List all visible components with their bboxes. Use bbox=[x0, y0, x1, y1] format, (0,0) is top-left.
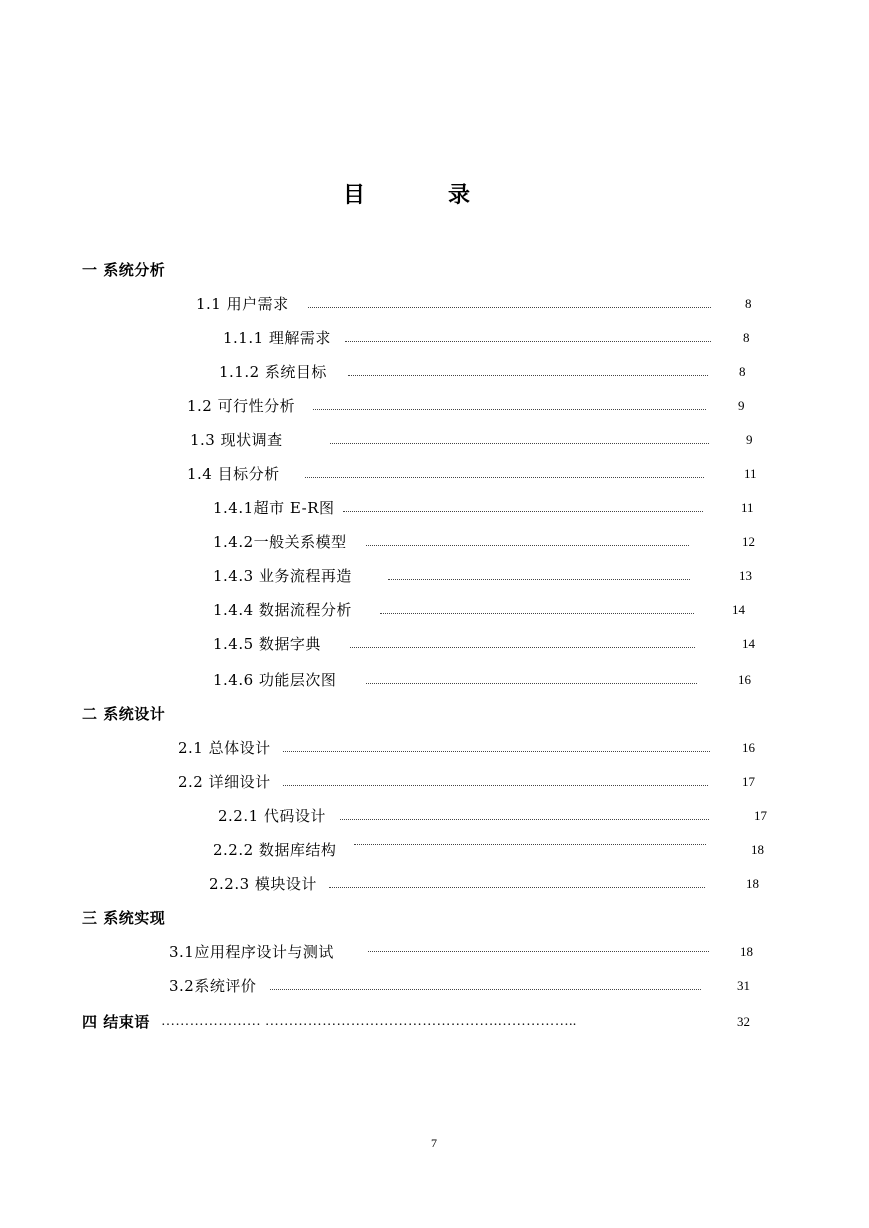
toc-entry[interactable] bbox=[0, 771, 869, 793]
toc-label: 1.1 用户需求 bbox=[196, 295, 289, 313]
toc-title bbox=[0, 180, 869, 212]
toc-leader bbox=[380, 613, 694, 614]
toc-leader bbox=[366, 683, 697, 684]
toc-page-number: 9 bbox=[746, 432, 753, 447]
toc-page-number: 16 bbox=[742, 740, 755, 755]
toc-page-number: 31 bbox=[737, 978, 750, 993]
toc-leader bbox=[366, 545, 689, 546]
toc-page-number: 18 bbox=[746, 876, 759, 891]
toc-label: 1.2 可行性分析 bbox=[187, 397, 296, 415]
toc-page-number: 32 bbox=[737, 1014, 750, 1029]
toc-page-number: 17 bbox=[754, 808, 767, 823]
title-char-2: 录 bbox=[448, 183, 471, 208]
page-number-footer: 7 bbox=[431, 1136, 437, 1150]
toc-page-number: 9 bbox=[738, 398, 745, 413]
toc-label: 2.2 详细设计 bbox=[178, 773, 271, 791]
toc-chapter-4[interactable] bbox=[0, 1011, 869, 1033]
toc-chapter-2 bbox=[0, 703, 869, 725]
toc-entry[interactable] bbox=[0, 429, 869, 451]
toc-label: 2.2.3 模块设计 bbox=[209, 875, 317, 893]
toc-label: 1.4.2一般关系模型 bbox=[213, 533, 347, 551]
toc-entry[interactable] bbox=[0, 839, 869, 861]
toc-entry[interactable] bbox=[0, 361, 869, 383]
toc-label: 3.2系统评价 bbox=[169, 977, 257, 995]
toc-chapter-1 bbox=[0, 259, 869, 281]
toc-entry[interactable] bbox=[0, 941, 869, 963]
toc-label: 1.4 目标分析 bbox=[187, 465, 280, 483]
toc-entry[interactable] bbox=[0, 327, 869, 349]
toc-label: 1.4.5 数据字典 bbox=[213, 635, 321, 653]
toc-entry[interactable] bbox=[0, 463, 869, 485]
toc-leader bbox=[305, 477, 704, 478]
toc-page-number: 8 bbox=[739, 364, 746, 379]
toc-label: 三 系统实现 bbox=[82, 909, 166, 927]
toc-entry[interactable] bbox=[0, 633, 869, 655]
toc-entry[interactable] bbox=[0, 599, 869, 621]
toc-label: 1.1.1 理解需求 bbox=[223, 329, 331, 347]
title-char-1: 目 bbox=[343, 183, 366, 208]
toc-entry[interactable] bbox=[0, 395, 869, 417]
toc-leader bbox=[368, 951, 709, 952]
toc-leader bbox=[340, 819, 709, 820]
toc-leader bbox=[313, 409, 706, 410]
toc-label: 2.2.2 数据库结构 bbox=[213, 841, 337, 859]
toc-entry[interactable] bbox=[0, 737, 869, 759]
toc-label: 1.4.1超市 E-R图 bbox=[213, 499, 335, 517]
toc-entry[interactable] bbox=[0, 293, 869, 315]
toc-entry[interactable] bbox=[0, 497, 869, 519]
toc-leader bbox=[283, 751, 710, 752]
toc-page-number: 8 bbox=[743, 330, 750, 345]
toc-entry[interactable] bbox=[0, 873, 869, 895]
toc-page-number: 11 bbox=[744, 466, 757, 481]
toc-label: 1.3 现状调查 bbox=[190, 431, 283, 449]
toc-entry[interactable] bbox=[0, 565, 869, 587]
toc-leader bbox=[345, 341, 711, 342]
toc-label: 四 结束语 bbox=[82, 1013, 150, 1031]
toc-page-number: 11 bbox=[741, 500, 754, 515]
toc-label: 2.2.1 代码设计 bbox=[218, 807, 326, 825]
toc-entry[interactable] bbox=[0, 975, 869, 997]
toc-entry[interactable] bbox=[0, 531, 869, 553]
toc-page-number: 13 bbox=[739, 568, 752, 583]
toc-leader bbox=[354, 844, 706, 845]
toc-label: 1.4.3 业务流程再造 bbox=[213, 567, 352, 585]
toc-closing-dots: ………………… ………………………………………….…………….. bbox=[161, 1014, 577, 1029]
toc-label: 1.1.2 系统目标 bbox=[219, 363, 327, 381]
toc-leader bbox=[329, 887, 705, 888]
toc-page-number: 17 bbox=[742, 774, 755, 789]
toc-leader bbox=[283, 785, 708, 786]
toc-label: 二 系统设计 bbox=[82, 705, 166, 723]
toc-leader bbox=[348, 375, 708, 376]
toc-leader bbox=[388, 579, 690, 580]
toc-page-number: 8 bbox=[745, 296, 752, 311]
toc-label: 1.4.6 功能层次图 bbox=[213, 671, 337, 689]
toc-leader bbox=[343, 511, 703, 512]
toc-label: 3.1应用程序设计与测试 bbox=[169, 943, 334, 961]
toc-page-number: 12 bbox=[742, 534, 755, 549]
toc-page-number: 14 bbox=[742, 636, 755, 651]
toc-page-number: 14 bbox=[732, 602, 745, 617]
toc-leader bbox=[270, 989, 701, 990]
toc-leader bbox=[308, 307, 711, 308]
toc-entry[interactable] bbox=[0, 669, 869, 691]
toc-label: 1.4.4 数据流程分析 bbox=[213, 601, 352, 619]
toc-label: 一 系统分析 bbox=[82, 261, 166, 279]
toc-chapter-3 bbox=[0, 907, 869, 929]
toc-page-number: 18 bbox=[751, 842, 764, 857]
toc-entry[interactable] bbox=[0, 805, 869, 827]
toc-page-number: 18 bbox=[740, 944, 753, 959]
toc-leader bbox=[350, 647, 695, 648]
toc-leader bbox=[330, 443, 709, 444]
toc-label: 2.1 总体设计 bbox=[178, 739, 271, 757]
toc-page-number: 16 bbox=[738, 672, 751, 687]
